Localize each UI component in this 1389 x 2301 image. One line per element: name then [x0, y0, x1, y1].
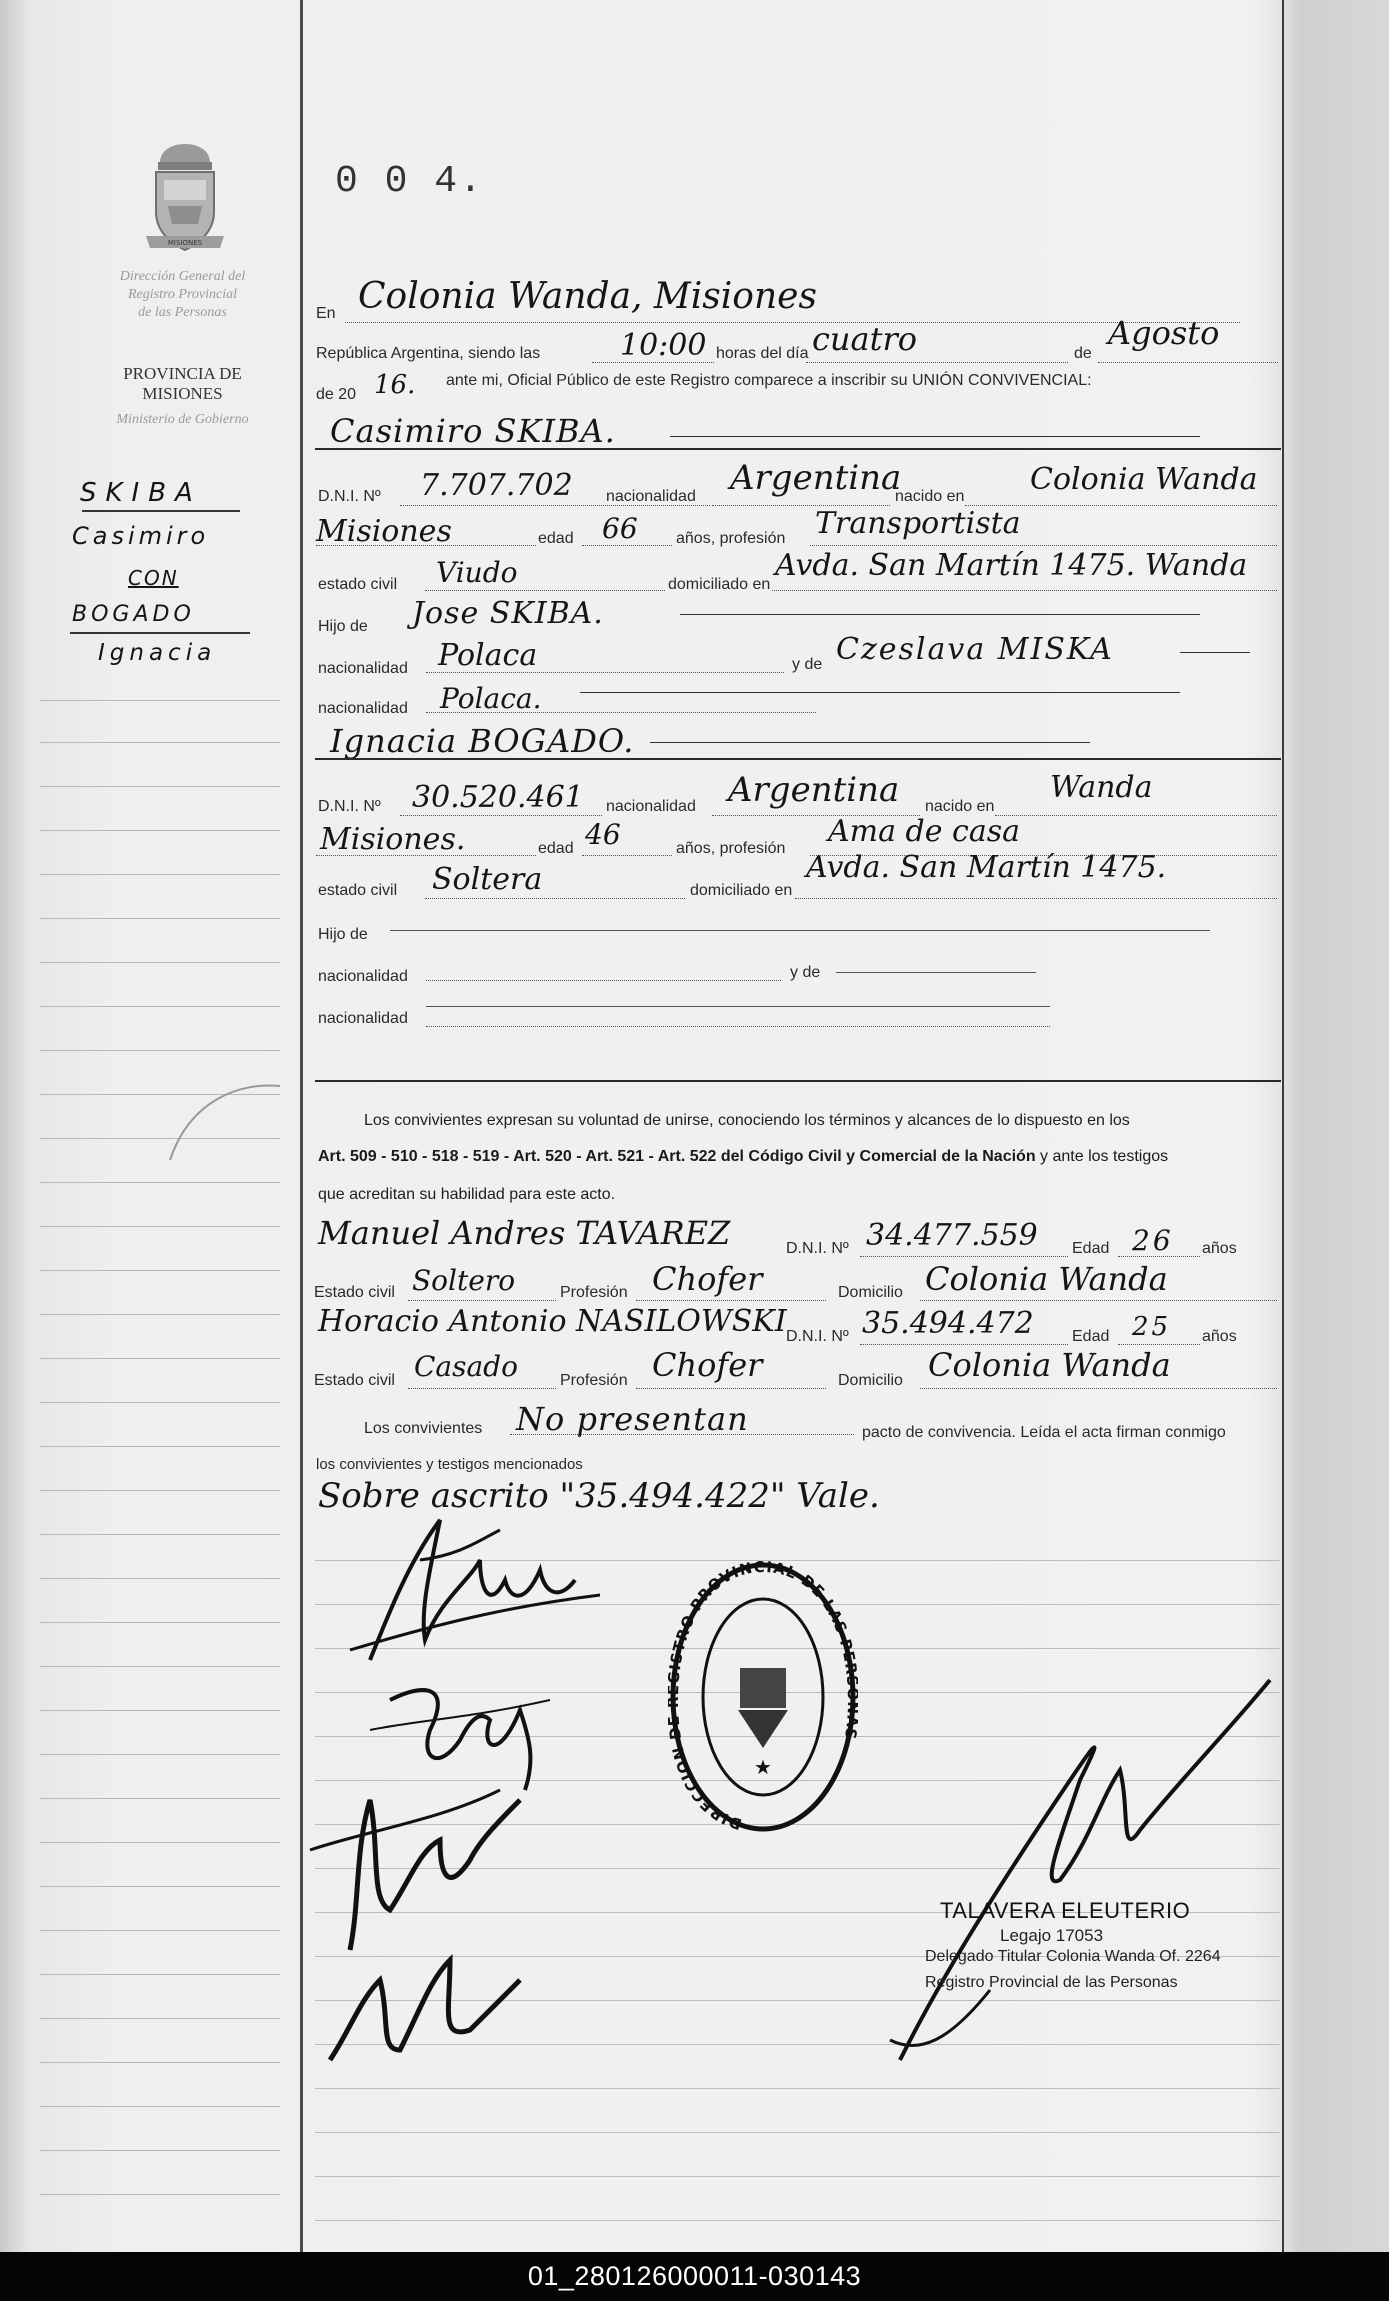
- ministry-name: Ministerio de Gobierno: [116, 412, 249, 427]
- label-nacionalidad: nacionalidad: [318, 700, 408, 717]
- person2-dni: 30.520.461: [412, 780, 584, 815]
- label-edad: Edad: [1072, 1328, 1110, 1345]
- witness1-civil-status: Soltero: [412, 1264, 516, 1297]
- institution-line: de las Personas: [138, 305, 227, 320]
- province-crest: [140, 140, 230, 260]
- legal-text-line-1: Los convivientes expresan su voluntad de unirse, conociendo los términos y alcances de lo dispuesto en los: [364, 1112, 1130, 1129]
- label-y-de: y de: [792, 656, 823, 673]
- label-anos: años: [1202, 1240, 1237, 1257]
- person1-mother-nationality: Polaca.: [440, 682, 542, 715]
- person1-father-nationality: Polaca: [438, 638, 538, 673]
- witness1-age: 26: [1132, 1224, 1174, 1257]
- witness1-name: Manuel Andres TAVAREZ: [318, 1214, 731, 1252]
- province-line: MISIONES: [142, 384, 223, 403]
- person1-birthplace: Colonia Wanda: [1030, 462, 1258, 497]
- label-hijo-de: Hijo de: [318, 618, 368, 635]
- label-dni: D.N.I. Nº: [786, 1328, 849, 1345]
- label-republica: República Argentina, siendo las: [316, 345, 541, 362]
- province-title: [70, 364, 295, 404]
- person2-address: Avda. San Martín 1475.: [806, 850, 1167, 885]
- label-anos: años: [1202, 1328, 1237, 1345]
- person1-dni: 7.707.702: [420, 468, 573, 503]
- person2-profession: Ama de casa: [828, 814, 1020, 849]
- legal-text-line-3: que acreditan su habilidad para este acto.: [318, 1186, 616, 1203]
- signature-witness1: [300, 1760, 540, 1965]
- margin-note-given-name: Casimiro: [72, 522, 210, 550]
- person2-birthplace: Wanda: [1050, 770, 1153, 805]
- label-dni: D.N.I. Nº: [318, 488, 381, 505]
- label-nacionalidad: nacionalidad: [318, 1010, 408, 1027]
- person1-father: Jose SKIBA.: [412, 596, 604, 631]
- svg-text:★: ★: [754, 1755, 772, 1779]
- label-en: En: [316, 305, 336, 322]
- label-estado-civil: estado civil: [318, 882, 398, 899]
- margin-note-given-name-2: Ignacia: [98, 640, 217, 666]
- label-nacido-en: nacido en: [925, 798, 995, 815]
- signature-officer: [860, 1660, 1280, 2085]
- label-domiciliado-en: domiciliado en: [690, 882, 793, 899]
- pacto-value: No presentan: [516, 1400, 749, 1438]
- label-year: de 20: [316, 386, 357, 403]
- official-seal: [668, 1560, 858, 1845]
- institution-line: Registro Provincial: [128, 287, 237, 302]
- stamp-title: Delegado Titular Colonia Wanda Of. 2264: [925, 1948, 1221, 1965]
- legal-witnesses-text: y ante los testigos: [1040, 1148, 1169, 1165]
- stamp-legajo: Legajo 17053: [1000, 1926, 1104, 1945]
- label-anos-profesion: años, profesión: [676, 840, 786, 857]
- label-pacto: pacto de convivencia. Leída el acta firman conmigo: [862, 1424, 1226, 1441]
- label-y-de: y de: [790, 964, 821, 981]
- label-mencionados: los convivientes y testigos mencionados: [316, 1456, 583, 1473]
- label-nacionalidad: nacionalidad: [606, 798, 696, 815]
- person1-birth-province: Misiones: [316, 514, 452, 549]
- margin-note-con: CON: [128, 566, 179, 590]
- legal-text-line-2: [318, 1148, 1168, 1166]
- act-place: Colonia Wanda, Misiones: [358, 276, 817, 317]
- act-day: cuatro: [812, 320, 918, 358]
- margin-note-surname: SKIBA: [80, 478, 202, 508]
- stamp-registry: Registro Provincial de las Personas: [925, 1974, 1178, 1991]
- label-dni: D.N.I. Nº: [786, 1240, 849, 1257]
- person1-address: Avda. San Martín 1475. Wanda: [775, 548, 1248, 583]
- label-domicilio: Domicilio: [838, 1372, 903, 1389]
- label-nacionalidad: nacionalidad: [606, 488, 696, 505]
- act-month: Agosto: [1108, 314, 1220, 352]
- province-line: PROVINCIA DE: [123, 364, 242, 383]
- label-anos-profesion: años, profesión: [676, 530, 786, 547]
- witness1-dni: 34.477.559: [866, 1218, 1038, 1253]
- witness2-age: 25: [1132, 1312, 1172, 1342]
- label-nacido-en: nacido en: [895, 488, 965, 505]
- institution-line: Dirección General del: [119, 269, 246, 284]
- label-estado-civil: Estado civil: [314, 1372, 395, 1389]
- label-dni: D.N.I. Nº: [318, 798, 381, 815]
- act-number: 0 0 4.: [335, 160, 484, 203]
- institution-name: [70, 268, 295, 322]
- witness2-name: Horacio Antonio NASILOWSKI: [318, 1304, 787, 1339]
- label-estado-civil: estado civil: [318, 576, 398, 593]
- label-domicilio: Domicilio: [838, 1284, 903, 1301]
- legal-articles: Art. 509 - 510 - 518 - 519 - Art. 520 - Art. 521 - Art. 522 del Código Civil y Comercial de la Nación: [318, 1148, 1036, 1165]
- label-edad: edad: [538, 840, 574, 857]
- label-hijo-de: Hijo de: [318, 926, 368, 943]
- label-nacionalidad: nacionalidad: [318, 968, 408, 985]
- margin-note-underline: [70, 632, 250, 634]
- act-hour: 10:00: [620, 328, 707, 363]
- witness1-address: Colonia Wanda: [925, 1260, 1168, 1298]
- signature-witness2: [320, 1940, 540, 2085]
- label-edad: Edad: [1072, 1240, 1110, 1257]
- witness2-address: Colonia Wanda: [928, 1346, 1171, 1384]
- act-year-suffix: 16.: [374, 370, 416, 400]
- witness2-profession: Chofer: [652, 1346, 763, 1384]
- person2-birth-province: Misiones.: [320, 822, 466, 857]
- margin-note-underline: [82, 510, 240, 512]
- person1-full-name: Casimiro SKIBA.: [330, 412, 616, 450]
- page-edge-line: [1282, 0, 1284, 2252]
- label-convivientes: Los convivientes: [364, 1420, 483, 1437]
- witness2-civil-status: Casado: [414, 1350, 518, 1383]
- svg-text:MISIONES: MISIONES: [167, 239, 203, 247]
- person2-civil-status: Soltera: [432, 862, 543, 897]
- label-domiciliado-en: domiciliado en: [668, 576, 771, 593]
- label-profesion: Profesión: [560, 1372, 628, 1389]
- label-profesion: Profesión: [560, 1284, 628, 1301]
- label-nacionalidad: nacionalidad: [318, 660, 408, 677]
- person1-nationality: Argentina: [730, 458, 902, 498]
- margin-note-surname-2: BOGADO: [72, 602, 195, 627]
- person2-nationality: Argentina: [728, 770, 900, 810]
- witness2-dni: 35.494.472: [862, 1306, 1034, 1341]
- person2-full-name: Ignacia BOGADO.: [330, 722, 635, 760]
- label-edad: edad: [538, 530, 574, 547]
- label-horas: horas del día: [716, 345, 809, 362]
- label-de: de: [1074, 345, 1092, 362]
- correction-note: Sobre ascrito "35.494.422" Vale.: [318, 1476, 880, 1516]
- person1-civil-status: Viudo: [436, 556, 518, 589]
- person1-mother: Czeslava MISKA: [836, 632, 1114, 667]
- witness1-profession: Chofer: [652, 1260, 763, 1298]
- margin-mark: [150, 1080, 290, 1175]
- stamp-officer-name: TALAVERA ELEUTERIO: [940, 1898, 1191, 1923]
- person1-profession: Transportista: [815, 506, 1021, 541]
- signature-person1: [330, 1500, 610, 1685]
- person1-age: 66: [602, 512, 638, 545]
- label-estado-civil: Estado civil: [314, 1284, 395, 1301]
- svg-text:DIRECCION DE REGISTRO PROVINCI: DIRECCION STRO PROVINCIAL DE LAS PE: [668, 1560, 858, 1834]
- statement-text: ante mi, Oficial Público de este Registro comparece a inscribir su UNIÓN CONVIVENCIAL:: [446, 372, 1092, 389]
- file-id-footer: 01_280126000011-030143: [0, 2252, 1389, 2301]
- person2-age: 46: [585, 818, 621, 851]
